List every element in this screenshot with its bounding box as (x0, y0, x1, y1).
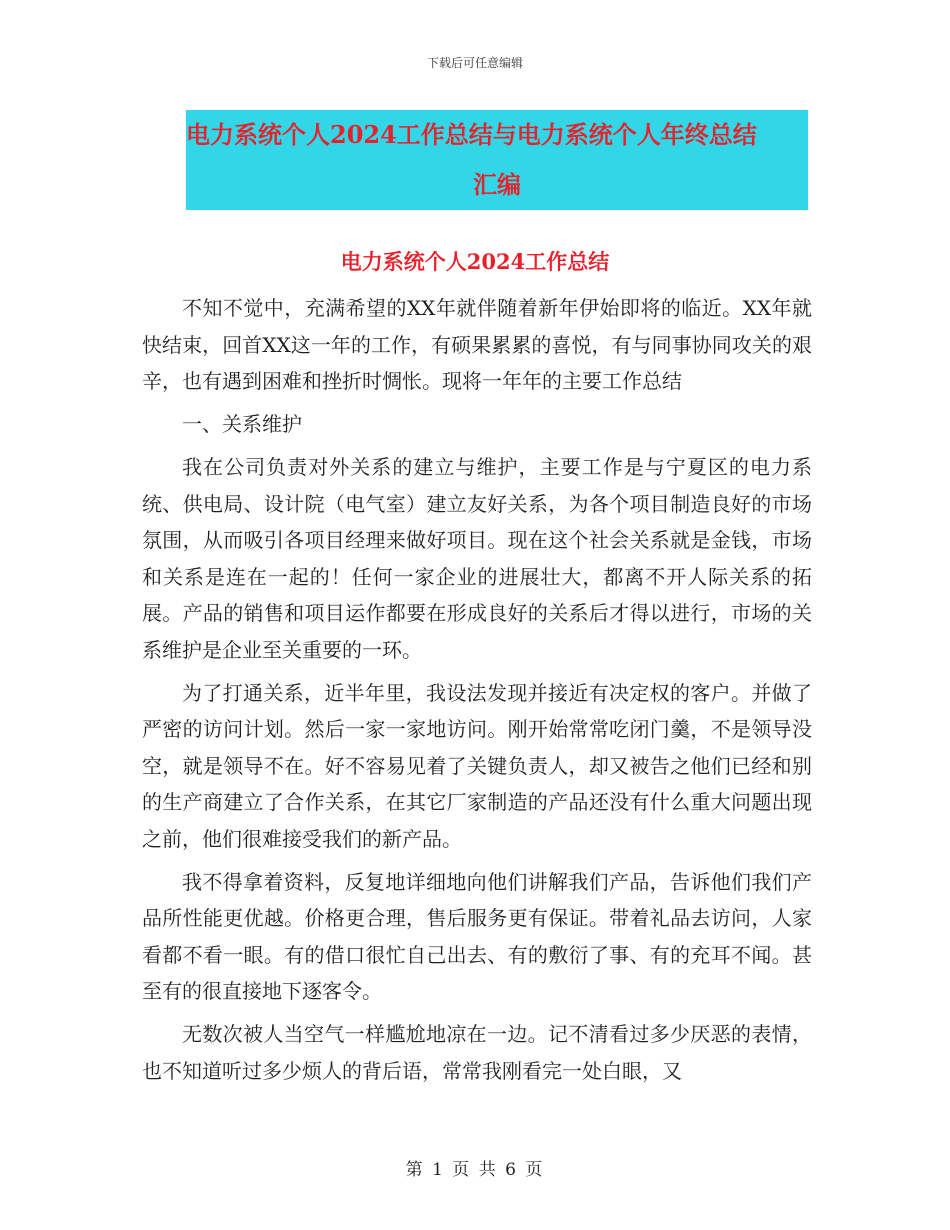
paragraph: 为了打通关系，近半年里，我设法发现并接近有决定权的客户。并做了严密的访问计划。然后一家一家地访问。刚开始常常吃闭门羹，不是领导没空，就是领导不在。好不容易见着了关键负责人，却又被告之他们已经和别的生产商建立了合作关系，在其它厂家制造的产品还没有什么重大问题出现之前，他们很难接受我们的新产品。 (142, 680, 812, 851)
page-footer: 第 1 页 共 6 页 (405, 1160, 545, 1180)
paragraph: 无数次被人当空气一样尴尬地凉在一边。记不清看过多少厌恶的表情，也不知道听过多少烦人的背后语，常常我刚看完一处白眼，又 (142, 1022, 812, 1083)
paragraph: 我在公司负责对外关系的建立与维护，主要工作是与宁夏区的电力系统、供电局、设计院（电气室）建立友好关系，为各个项目制造良好的市场氛围，从而吸引各项目经理来做好项目。现在这个社会关系就是金钱，市场和关系是连在一起的！任何一家企业的进展壮大，都离不开人际关系的拓展。产品的销售和项目运作都要在形成良好的关系后才得以进行，市场的关系维护是企业至关重要的一环。 (142, 455, 812, 662)
paragraph: 不知不觉中，充满希望的XX年就伴随着新年伊始即将的临近。XX年就快结束，回首XX这一年的工作，有硕果累累的喜悦，有与同事协同攻关的艰辛，也有遇到困难和挫折时惆怅。现将一年年的主要工作总结 (142, 296, 812, 393)
title-line-1: 电力系统个人2024工作总结与电力系统个人年终总结 (186, 120, 757, 149)
paragraph: 我不得拿着资料，反复地详细地向他们讲解我们产品，告诉他们我们产品所性能更优越。价格更合理，售后服务更有保证。带着礼品去访问，人家看都不看一眼。有的借口很忙自己出去、有的敷衍了事、有的充耳不闻。甚至有的很直接地下逐客令。 (142, 869, 812, 1003)
title-line-2: 汇编 (473, 170, 521, 199)
page-header: 下载后可任意编辑 (426, 56, 523, 70)
section-heading: 一、关系维护 (182, 412, 302, 436)
body-text (142, 290, 812, 1096)
document-title (186, 110, 808, 210)
section-title: 电力系统个人2024工作总结 (340, 249, 610, 274)
